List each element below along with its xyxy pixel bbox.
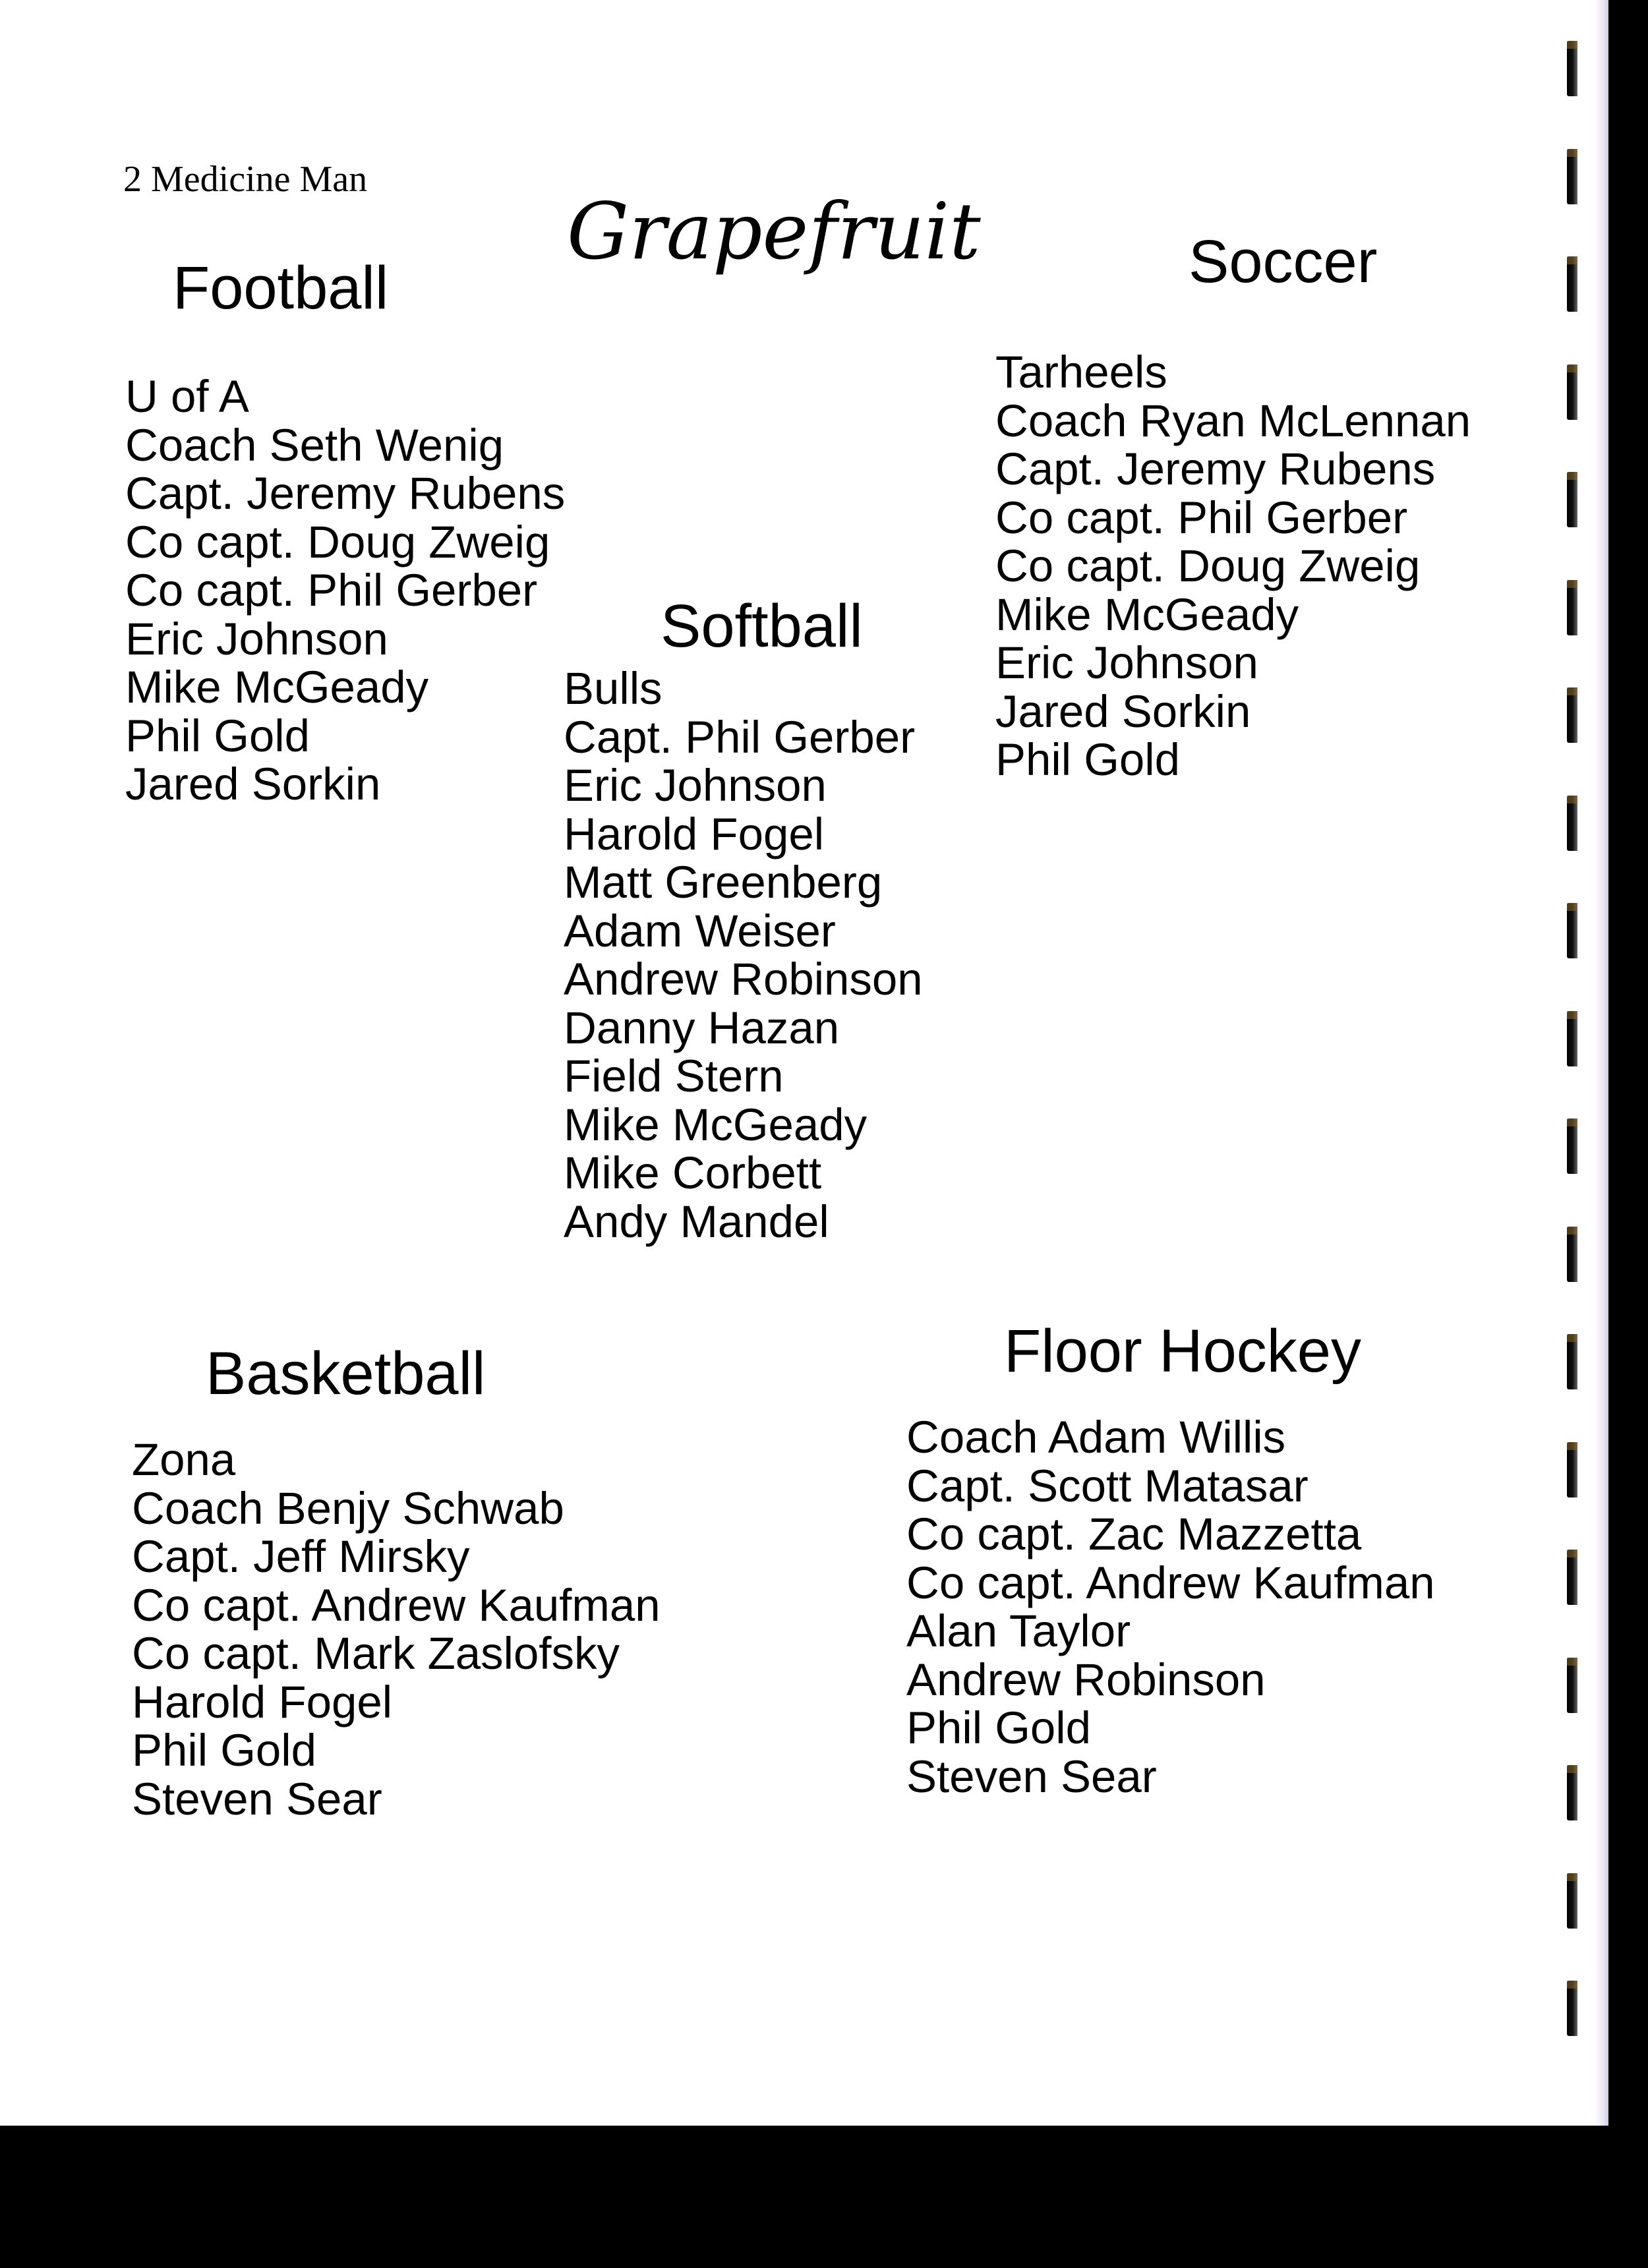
binding-hole (1567, 41, 1577, 96)
binding-hole (1567, 1550, 1577, 1605)
binding-hole (1567, 580, 1577, 635)
page-header: 2 Medicine Man (123, 159, 368, 200)
roster-line: Co capt. Zac Mazzetta (906, 1509, 1362, 1559)
roster-line: Coach Benjy Schwab (132, 1482, 564, 1534)
page-title: Grapefruit (567, 186, 981, 277)
roster-line: Andrew Robinson (906, 1654, 1266, 1705)
roster-line: U of A (125, 371, 249, 422)
roster-line: Capt. Jeremy Rubens (125, 468, 566, 519)
binding-hole (1567, 1334, 1577, 1389)
binding-hole (1567, 149, 1577, 204)
roster-line: Harold Fogel (132, 1676, 393, 1728)
roster-line: Harold Fogel (564, 808, 825, 859)
roster-line: Coach Ryan McLennan (995, 395, 1471, 446)
binding-hole (1567, 1658, 1577, 1713)
basketball-heading: Basketball (206, 1340, 486, 1407)
binding-hole (1567, 1981, 1577, 2036)
roster-line: Phil Gold (906, 1702, 1091, 1753)
softball-roster (564, 664, 923, 1246)
roster-line: Zona (132, 1434, 236, 1485)
basketball-roster (132, 1436, 661, 1823)
roster-line: Eric Johnson (995, 637, 1258, 688)
roster-line: Co capt. Mark Zaslofsky (132, 1628, 620, 1679)
roster-line: Co capt. Phil Gerber (125, 565, 538, 616)
roster-line: Capt. Phil Gerber (564, 711, 916, 763)
binding-hole (1567, 364, 1577, 420)
roster-line: Eric Johnson (125, 613, 388, 664)
binding-hole (1567, 1119, 1577, 1174)
binding-hole (1567, 796, 1577, 851)
football-roster (125, 372, 565, 809)
roster-line: Coach Adam Willis (906, 1412, 1286, 1463)
roster-line: Co capt. Andrew Kaufman (906, 1557, 1435, 1608)
binding-hole (1567, 256, 1577, 312)
football-heading: Football (173, 254, 389, 322)
binding-hole (1567, 1227, 1577, 1282)
binding-hole (1567, 903, 1577, 958)
roster-line: Jared Sorkin (995, 685, 1251, 737)
roster-line: Danny Hazan (564, 1002, 840, 1053)
roster-line: Mike McGeady (564, 1099, 868, 1150)
roster-line: Co capt. Andrew Kaufman (132, 1579, 661, 1631)
binding-hole (1567, 1765, 1577, 1820)
roster-line: Mike McGeady (125, 662, 429, 712)
roster-line: Jared Sorkin (125, 759, 381, 809)
softball-heading: Softball (661, 593, 863, 660)
binding-hole (1567, 1442, 1577, 1497)
roster-line: Capt. Jeff Mirsky (132, 1531, 470, 1582)
binding-hole (1567, 1873, 1577, 1929)
soccer-roster (995, 348, 1471, 784)
floor-hockey-roster (906, 1413, 1435, 1801)
roster-line: Eric Johnson (564, 760, 827, 811)
roster-line: Alan Taylor (906, 1606, 1131, 1656)
roster-line: Capt. Scott Matasar (906, 1460, 1309, 1511)
roster-line: Co capt. Phil Gerber (995, 492, 1408, 543)
roster-line: Phil Gold (125, 710, 310, 761)
roster-line: Bulls (564, 663, 662, 714)
roster-line: Andy Mandel (564, 1196, 829, 1247)
soccer-heading: Soccer (1189, 228, 1378, 295)
binding-hole (1567, 1011, 1577, 1066)
roster-line: Matt Greenberg (564, 857, 883, 908)
roster-line: Tarheels (995, 347, 1167, 397)
page-edge-shadow (1594, 0, 1608, 2126)
roster-line: Mike McGeady (995, 589, 1299, 640)
roster-line: Field Stern (564, 1051, 784, 1101)
roster-line: Phil Gold (132, 1725, 316, 1776)
roster-line: Coach Seth Wenig (125, 419, 504, 471)
binding-hole (1567, 687, 1577, 743)
roster-line: Steven Sear (906, 1751, 1157, 1802)
roster-line: Co capt. Doug Zweig (995, 540, 1421, 591)
roster-line: Adam Weiser (564, 905, 836, 956)
roster-line: Capt. Jeremy Rubens (995, 444, 1436, 494)
binding-hole (1567, 472, 1577, 527)
roster-line: Phil Gold (995, 734, 1180, 785)
roster-line: Andrew Robinson (564, 954, 923, 1004)
roster-line: Steven Sear (132, 1773, 382, 1824)
roster-line: Mike Corbett (564, 1148, 822, 1198)
floor-hockey-heading: Floor Hockey (1004, 1318, 1361, 1385)
roster-line: Co capt. Doug Zweig (125, 516, 550, 567)
